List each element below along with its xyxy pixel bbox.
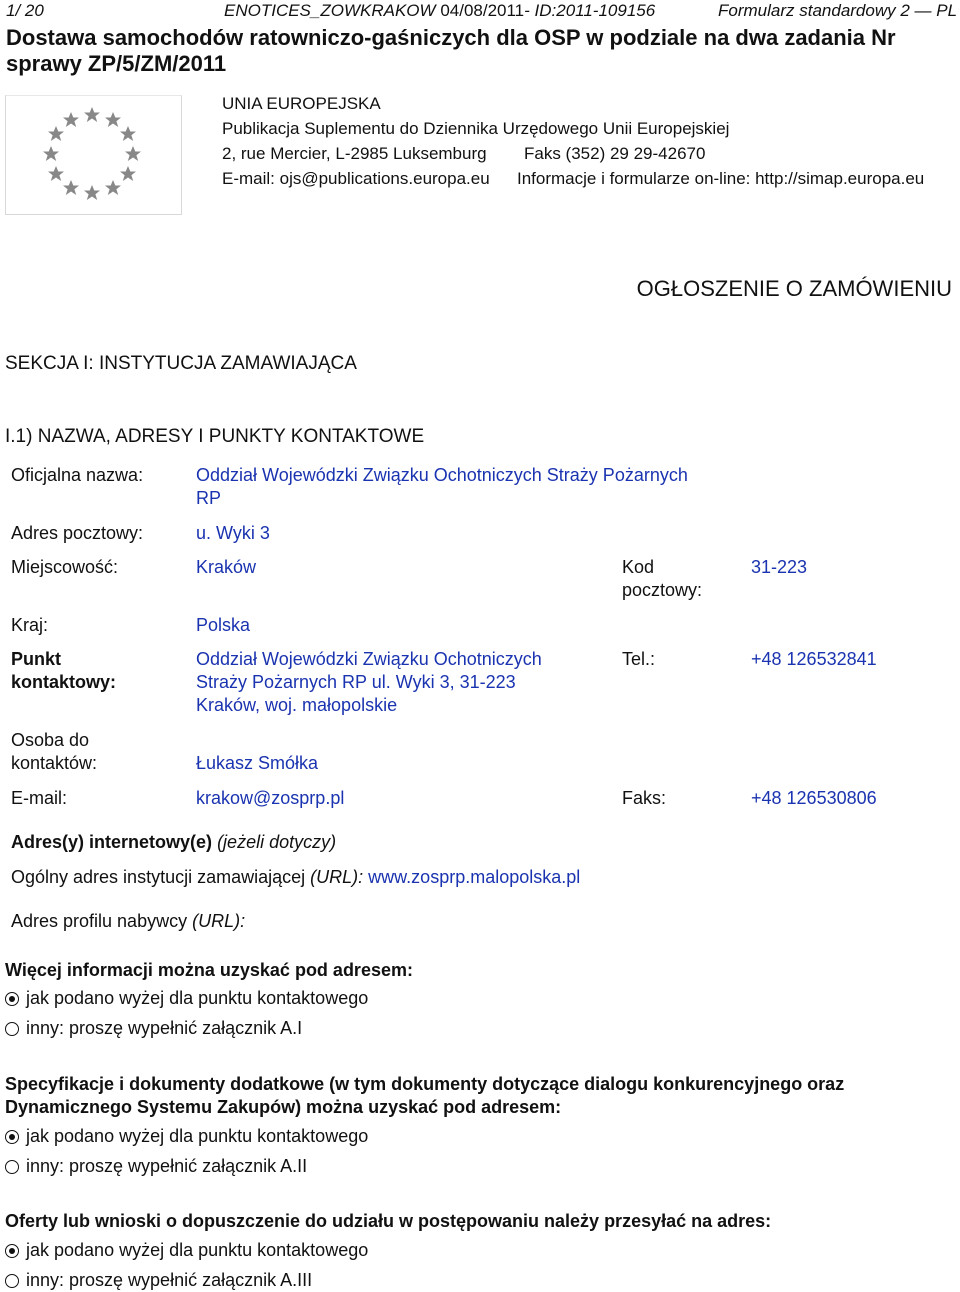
tenders-heading: Oferty lub wnioski o dopuszczenie do udziału w postępowaniu należy przesyłać na adres:: [5, 1211, 772, 1231]
postcode-label-line1: Kod: [622, 557, 655, 577]
person-label-line1: Osoba do: [11, 730, 90, 750]
general-url-note: (URL):: [310, 867, 364, 887]
publisher-fax: Faks (352) 29 29-42670: [524, 144, 706, 163]
doc-id-prefix: ENOTICES_ZOWKRAKOW: [224, 1, 436, 20]
page-number: 1/ 20: [6, 1, 44, 20]
general-url-link[interactable]: www.zosprp.malopolska.pl: [368, 867, 581, 887]
fax: +48 126530806: [751, 788, 877, 808]
tenders-option1-label: jak podano wyżej dla punktu kontaktowego: [26, 1240, 369, 1260]
internet-heading: [11, 832, 336, 853]
buyer-profile-row: [11, 911, 245, 932]
radio-empty-icon[interactable]: [5, 1274, 19, 1288]
contact-point-line2: Straży Pożarnych RP ul. Wyki 3, 31-223: [196, 672, 516, 692]
eu-flag-logo: [5, 95, 182, 215]
section-title: SEKCJA I: INSTYTUCJA ZAMAWIAJĄCA: [5, 353, 357, 374]
postal-address: u. Wyki 3: [196, 523, 270, 543]
contact-point-line3: Kraków, woj. małopolskie: [196, 695, 398, 715]
publisher-email: E-mail: ojs@publications.europa.eu: [222, 169, 490, 188]
postcode: 31-223: [751, 557, 808, 577]
more-info-option2[interactable]: [5, 1018, 302, 1039]
document-id: [224, 1, 655, 21]
subsection-title: I.1) NAZWA, ADRESY I PUNKTY KONTAKTOWE: [5, 426, 425, 447]
document-title: Dostawa samochodów ratowniczo-gaśniczych dla OSP w podziale na dwa zadania Nr sprawy ZP/5/ZM/2011: [6, 25, 896, 76]
general-url-label: Ogólny adres instytucji zamawiającej: [11, 867, 306, 887]
doc-id-suffix: - ID:2011-109156: [524, 1, 656, 20]
tenders-option2-label: inny: proszę wypełnić załącznik A.III: [26, 1270, 313, 1290]
country: Polska: [196, 615, 251, 635]
official-name-line2: RP: [196, 488, 222, 508]
person-label-line2: kontaktów:: [11, 753, 98, 773]
fax-label: Faks:: [622, 788, 667, 808]
publisher-name: UNIA EUROPEJSKA: [222, 94, 381, 113]
internet-heading-text: Adres(y) internetowy(e): [11, 832, 213, 852]
contact-point-label-line1: Punkt: [11, 649, 62, 669]
tel: +48 126532841: [751, 649, 877, 669]
publisher-address: 2, rue Mercier, L-2985 Luksemburg: [222, 144, 487, 163]
specs-option2-label: inny: proszę wypełnić załącznik A.II: [26, 1156, 308, 1176]
publisher-info-link[interactable]: Informacje i formularze on-line: http://simap.europa.eu: [517, 169, 925, 188]
more-info-option1[interactable]: [5, 988, 368, 1009]
radio-selected-icon[interactable]: [5, 1244, 19, 1258]
city-label: Miejscowość:: [11, 557, 119, 577]
radio-empty-icon[interactable]: [5, 1022, 19, 1036]
email-link[interactable]: krakow@zosprp.pl: [196, 788, 345, 808]
contact-point-label-line2: kontaktowy:: [11, 672, 117, 692]
doc-date: 04/08/2011: [440, 1, 525, 20]
more-info-heading: Więcej informacji można uzyskać pod adresem:: [5, 960, 413, 980]
specs-option1[interactable]: [5, 1126, 368, 1147]
city: Kraków: [196, 557, 257, 577]
tel-label: Tel.:: [622, 649, 656, 669]
specs-heading: Specyfikacje i dokumenty dodatkowe (w tym dokumenty dotyczące dialogu konkurencyjnego oraz Dynamicznego Systemu Zakupów) można uzyskać pod adresem:: [5, 1074, 845, 1117]
official-name-line1: Oddział Wojewódzki Związku Ochotniczych Straży Pożarnych: [196, 465, 688, 485]
form-type: Formularz standardowy 2 — PL: [718, 1, 958, 20]
eu-stars-icon: [6, 96, 181, 214]
country-label: Kraj:: [11, 615, 49, 635]
more-info-option2-label: inny: proszę wypełnić załącznik A.I: [26, 1018, 303, 1038]
page-header: [0, 0, 960, 26]
postal-address-label: Adres pocztowy:: [11, 523, 144, 543]
radio-selected-icon[interactable]: [5, 1130, 19, 1144]
radio-selected-icon[interactable]: [5, 992, 19, 1006]
radio-empty-icon[interactable]: [5, 1160, 19, 1174]
tenders-option1[interactable]: [5, 1240, 368, 1261]
internet-heading-note: (jeżeli dotyczy): [217, 832, 337, 852]
notice-heading: OGŁOSZENIE O ZAMÓWIENIU: [636, 276, 952, 301]
contact-person: Łukasz Smółka: [196, 753, 319, 773]
official-name-label: Oficjalna nazwa:: [11, 465, 144, 485]
general-url-row: [11, 867, 580, 888]
contact-point-line1: Oddział Wojewódzki Związku Ochotniczych: [196, 649, 542, 669]
buyer-profile-label: Adres profilu nabywcy: [11, 911, 188, 931]
postcode-label-line2: pocztowy:: [622, 580, 703, 600]
email-label: E-mail:: [11, 788, 68, 808]
specs-option2[interactable]: [5, 1156, 307, 1177]
publisher-publication: Publikacja Suplementu do Dziennika Urzędowego Unii Europejskiej: [222, 119, 730, 138]
buyer-profile-note: (URL):: [192, 911, 246, 931]
specs-option1-label: jak podano wyżej dla punktu kontaktowego: [26, 1126, 369, 1146]
tenders-option2[interactable]: [5, 1270, 312, 1291]
more-info-option1-label: jak podano wyżej dla punktu kontaktowego: [26, 988, 369, 1008]
